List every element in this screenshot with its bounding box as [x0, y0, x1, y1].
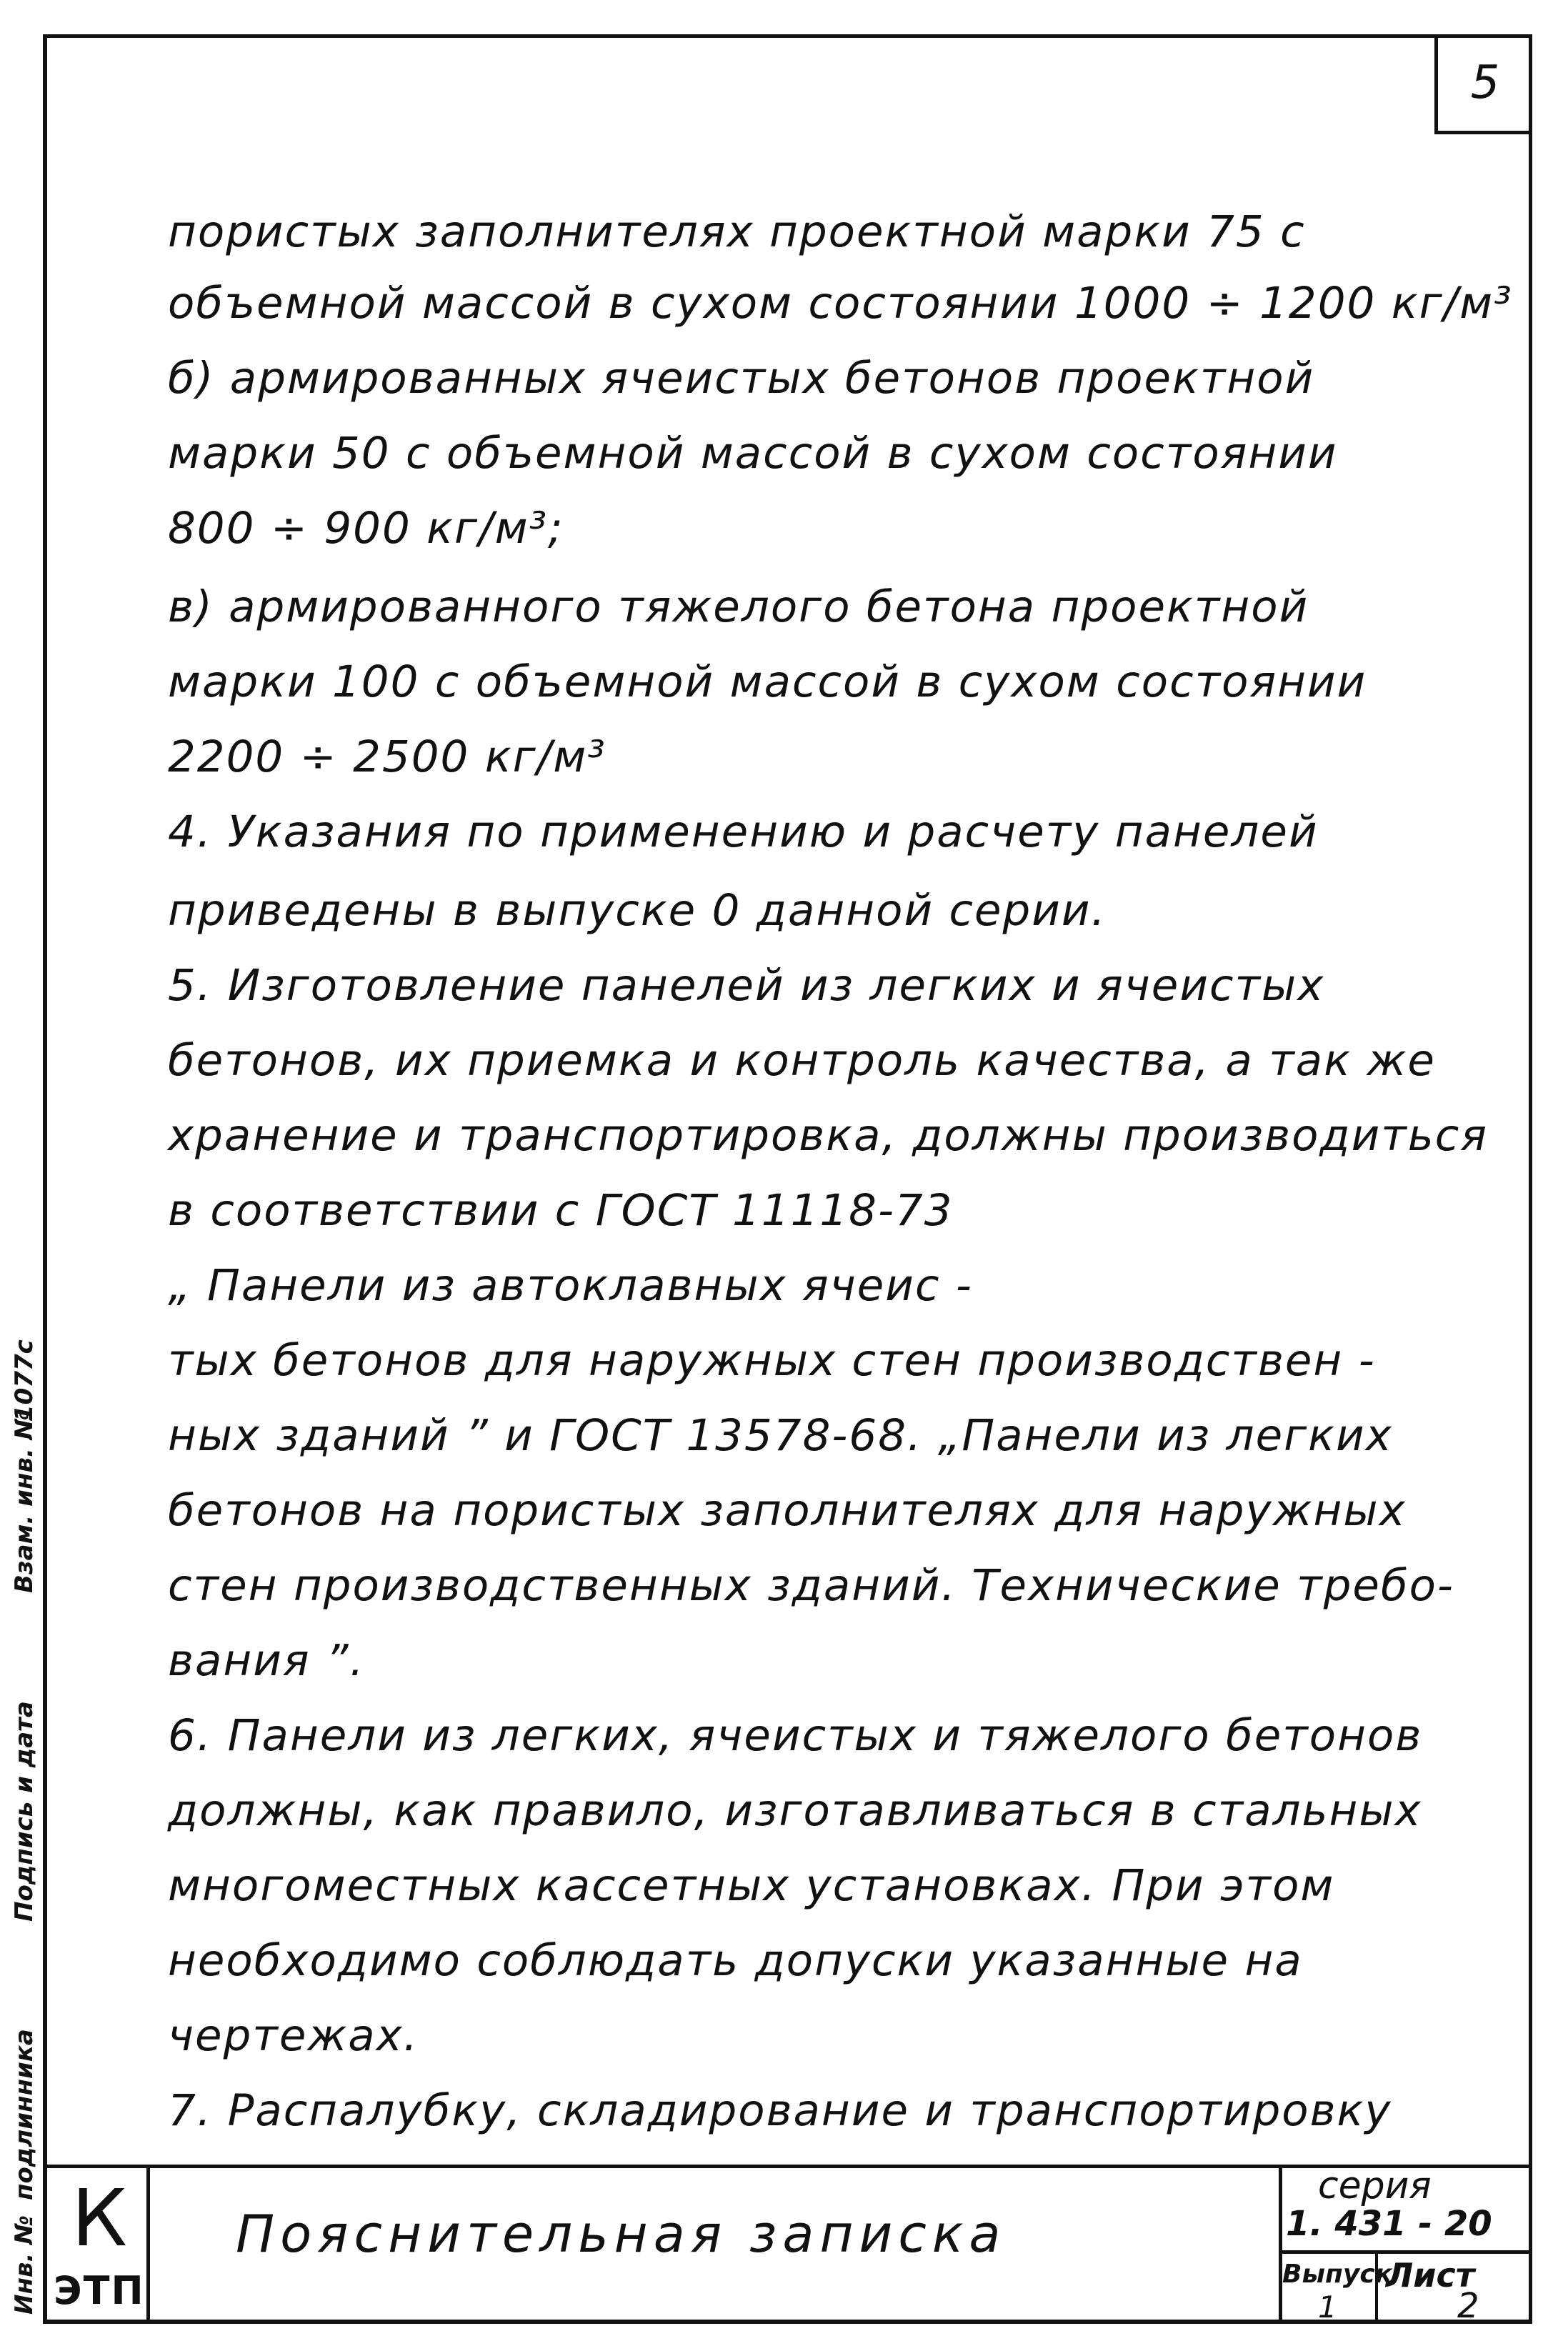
margin-ref-code: 1077с — [10, 1339, 39, 1422]
body-line: 2200 ÷ 2500 кг/м³ — [168, 732, 606, 782]
title-block-divider — [146, 2165, 150, 2324]
body-line: должны, как правило, изготавливаться в стальных — [168, 1785, 1422, 1836]
body-line: 5. Изготовление панелей из легких и ячеистых — [168, 960, 1325, 1011]
seria-value: 1. 431 - 20 — [1286, 2204, 1492, 2244]
body-line: марки 50 с объемной массой в сухом состоянии — [168, 428, 1338, 479]
org-mark: К — [71, 2172, 128, 2264]
margin-inv-no: Инв. № — [10, 2215, 39, 2315]
body-line: стен производственных зданий. Технические требо- — [168, 1560, 1454, 1611]
body-line: чертежах. — [168, 2010, 419, 2061]
margin-vzam-inv: Взам. инв. № — [10, 1410, 39, 1593]
body-line: пористых заполнителях проектной марки 75 с — [168, 206, 1306, 257]
vypusk-value: 1 — [1318, 2290, 1337, 2325]
vypusk-label: Выпуск — [1282, 2260, 1393, 2289]
frame-top-border — [43, 34, 1532, 38]
body-line: хранение и транспортировка, должны производиться — [168, 1110, 1488, 1161]
page-number: 5 — [1470, 56, 1500, 109]
document-title: Пояснительная записка — [236, 2204, 1007, 2264]
body-line: вания ”. — [168, 1635, 365, 1686]
seria-label: серия — [1318, 2165, 1432, 2207]
body-line: приведены в выпуске 0 данной серии. — [168, 885, 1107, 936]
margin-podlinnik: подлинника — [10, 2029, 39, 2200]
body-line: в соответствии с ГОСТ 11118-73 — [168, 1185, 954, 1236]
body-line: многоместных кассетных установках. При этом — [168, 1860, 1335, 1911]
body-line: необходимо соблюдать допуски указанные на — [168, 1935, 1303, 1986]
title-block-top-border — [43, 2165, 1532, 2168]
body-line: 6. Панели из легких, ячеистых и тяжелого бетонов — [168, 1710, 1423, 1761]
margin-signature-date: Подпись и дата — [10, 1701, 39, 1922]
body-line: б) армированных ячеистых бетонов проектной — [168, 353, 1315, 404]
body-line: объемной массой в сухом состоянии 1000 ÷ 1200 кг/м³ — [168, 278, 1513, 329]
body-line: „ Панели из автоклавных ячеис - — [168, 1260, 973, 1311]
body-line: тых бетонов для наружных стен производствен - — [168, 1335, 1376, 1386]
sheet-label: Лист — [1386, 2256, 1475, 2295]
body-line: бетонов, их приемка и контроль качества, а так же — [168, 1035, 1436, 1086]
body-line: бетонов на пористых заполнителях для наружных — [168, 1485, 1407, 1536]
body-line: в) армированного тяжелого бетона проектной — [168, 581, 1309, 632]
sheet-value: 2 — [1457, 2286, 1479, 2326]
title-block-divider — [1279, 2165, 1282, 2324]
body-line: ных зданий ” и ГОСТ 13578-68. „Панели из легких — [168, 1410, 1393, 1461]
page-number-box — [1434, 34, 1532, 134]
body-line: марки 100 с объемной массой в сухом состоянии — [168, 657, 1367, 707]
body-line: 7. Распалубку, складирование и транспортировку — [168, 2085, 1392, 2136]
org-sub-mark: ЭТП — [54, 2268, 145, 2313]
body-line: 4. Указания по применению и расчету панелей — [168, 807, 1319, 857]
title-block-divider — [1279, 2250, 1532, 2254]
body-line: 800 ÷ 900 кг/м³; — [168, 503, 564, 554]
